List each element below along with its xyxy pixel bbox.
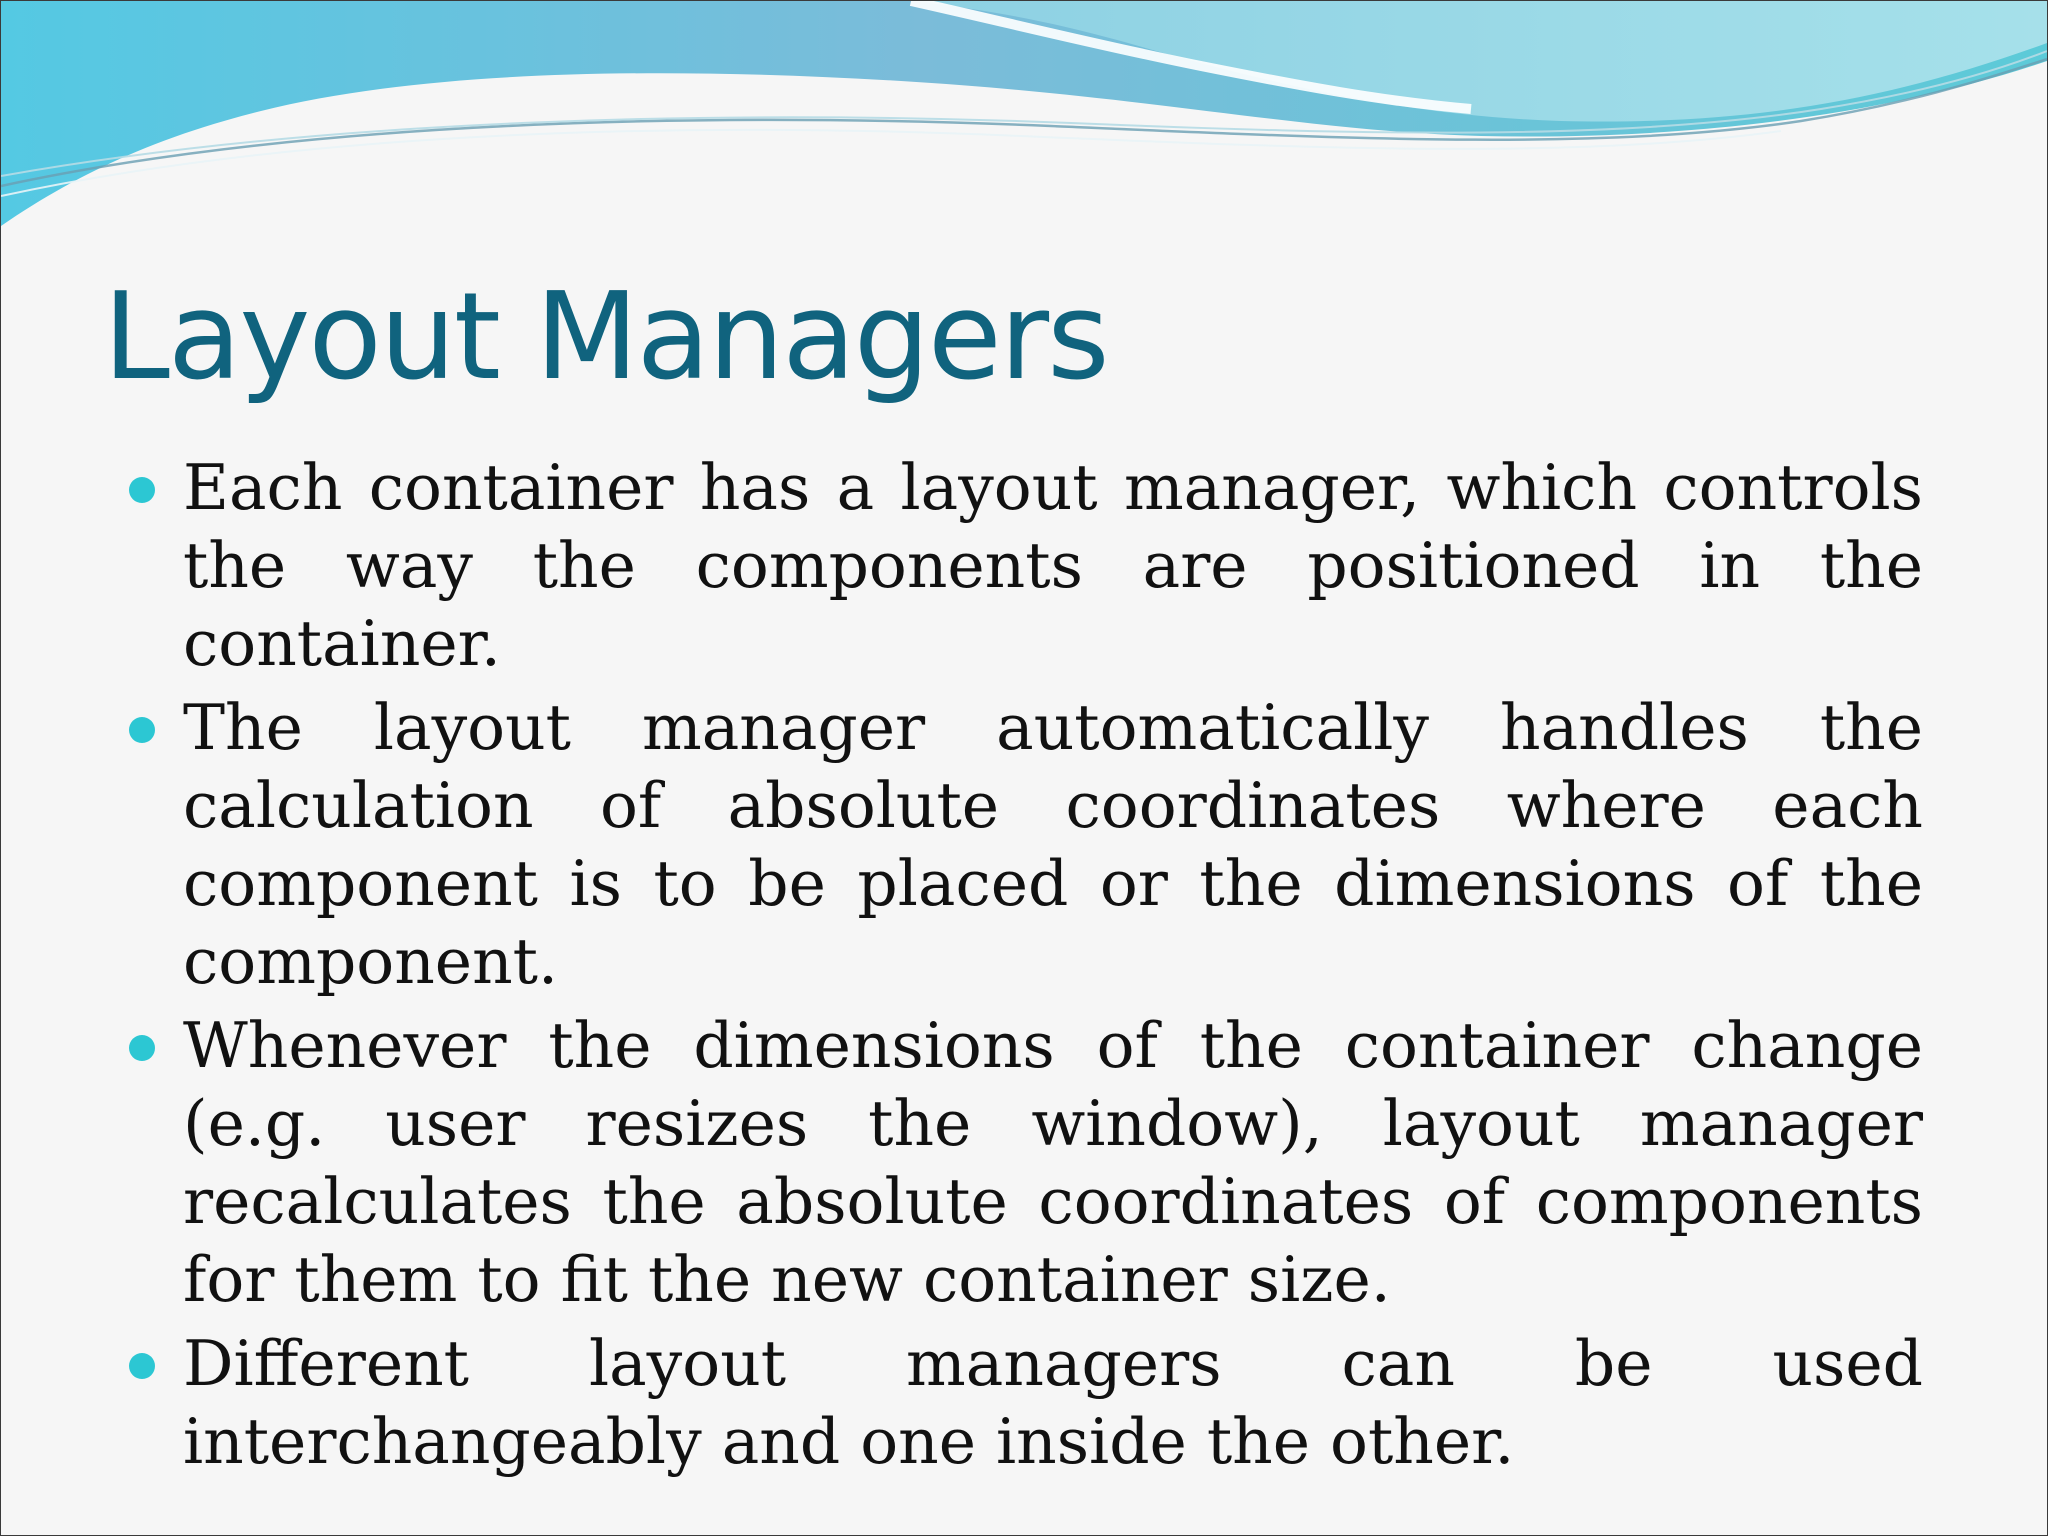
bullet-text: Each container has a layout manager, which controls the way the components are positioned in the container. [183,451,1923,680]
bullet-text: The layout manager automatically handles the calculation of absolute coordinates where each component is to be placed or the dimensions of the component. [183,691,1923,998]
bullet-list [183,449,1923,1487]
bullet-marker-icon [129,1035,155,1061]
bullet-item [183,689,1923,1001]
bullet-marker-icon [129,477,155,503]
bullet-text: Different layout managers can be used interchangeably and one inside the other. [183,1327,1923,1478]
bullet-text: Whenever the dimensions of the container change (e.g. user resizes the window), layout manager recalculates the absolute coordinates of components for them to fit the new container size. [183,1009,1923,1316]
bullet-marker-icon [129,717,155,743]
slide-title: Layout Managers [103,268,1108,407]
header-wave-decoration [1,1,2047,241]
bullet-item [183,1325,1923,1481]
bullet-marker-icon [129,1353,155,1379]
bullet-item [183,449,1923,683]
bullet-item [183,1007,1923,1319]
